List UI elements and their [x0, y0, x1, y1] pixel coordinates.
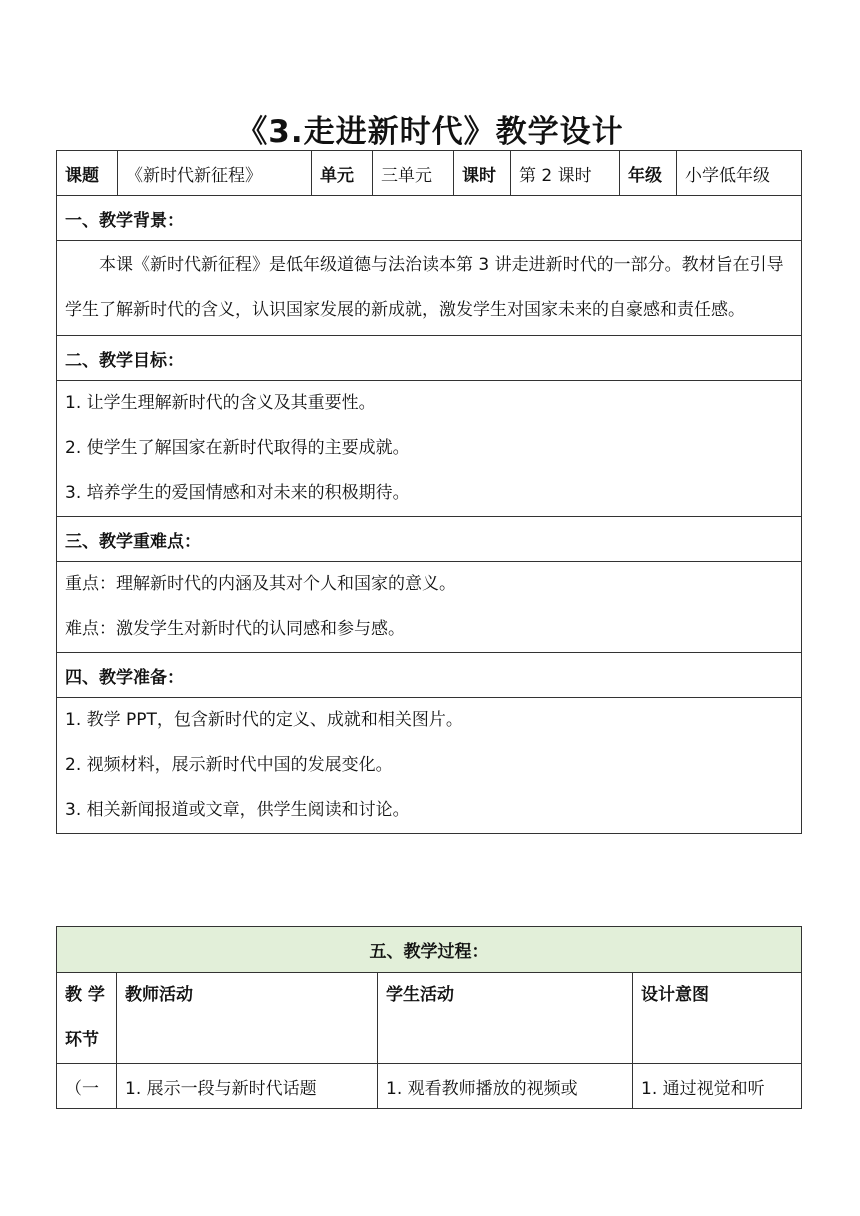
preparation-heading: 四、教学准备： — [57, 653, 802, 698]
preparation-list — [57, 698, 802, 834]
document-title: 《3.走进新时代》教学设计 — [236, 114, 624, 150]
preparation-item: 3. 相关新闻报道或文章，供学生阅读和讨论。 — [65, 800, 410, 820]
objectives-list — [57, 381, 802, 517]
process-cell-student: 1. 观看教师播放的视频或 — [378, 1064, 633, 1109]
background-text: 本课《新时代新征程》是低年级道德与法治读本第 3 讲走进新时代的一部分。教材旨在引导学生了解新时代的含义，认识国家发展的新成就，激发学生对国家未来的自豪感和责任感。 — [65, 255, 784, 320]
objective-item: 2. 使学生了解国家在新时代取得的主要成就。 — [65, 438, 410, 458]
key-points-heading-row — [57, 517, 802, 562]
key-point-item: 难点：激发学生对新时代的认同感和参与感。 — [65, 619, 405, 639]
process-title-row — [57, 927, 802, 973]
background-body-row — [57, 241, 802, 336]
key-point-item: 重点：理解新时代的内涵及其对个人和国家的意义。 — [65, 574, 456, 594]
objectives-heading-row — [57, 336, 802, 381]
background-heading: 一、教学背景： — [57, 196, 802, 241]
lesson-info-table — [56, 150, 802, 834]
background-heading-row — [57, 196, 802, 241]
process-cell-teacher: 1. 展示一段与新时代话题 — [117, 1064, 378, 1109]
background-text-cell — [57, 241, 802, 336]
lesson-info-row — [57, 151, 802, 196]
course-value: 《新时代新征程》 — [118, 151, 312, 196]
key-points-heading: 三、教学重难点： — [57, 517, 802, 562]
process-row — [57, 1064, 802, 1109]
process-column-header-row — [57, 973, 802, 1064]
process-heading: 五、教学过程： — [57, 927, 802, 973]
unit-label: 单元 — [312, 151, 373, 196]
grade-label: 年级 — [620, 151, 677, 196]
grade-value: 小学低年级 — [677, 151, 802, 196]
preparation-item: 1. 教学 PPT，包含新时代的定义、成就和相关图片。 — [65, 710, 463, 730]
unit-value: 三单元 — [373, 151, 454, 196]
preparation-heading-row — [57, 653, 802, 698]
objectives-body-row — [57, 381, 802, 517]
preparation-body-row — [57, 698, 802, 834]
period-label: 课时 — [454, 151, 511, 196]
column-header-student: 学生活动 — [378, 973, 633, 1064]
preparation-item: 2. 视频材料，展示新时代中国的发展变化。 — [65, 755, 393, 775]
process-cell-intent: 1. 通过视觉和听 — [633, 1064, 802, 1109]
key-points-body-row — [57, 562, 802, 653]
teaching-process-table — [56, 926, 802, 1109]
period-value: 第 2 课时 — [511, 151, 620, 196]
course-label: 课题 — [57, 151, 118, 196]
objectives-heading: 二、教学目标： — [57, 336, 802, 381]
column-header-intent: 设计意图 — [633, 973, 802, 1064]
column-header-stage: 教 学 环节 — [57, 973, 117, 1064]
key-points-list — [57, 562, 802, 653]
process-cell-stage: （一 — [57, 1064, 117, 1109]
column-header-teacher: 教师活动 — [117, 973, 378, 1064]
objective-item: 1. 让学生理解新时代的含义及其重要性。 — [65, 393, 376, 413]
objective-item: 3. 培养学生的爱国情感和对未来的积极期待。 — [65, 483, 410, 503]
